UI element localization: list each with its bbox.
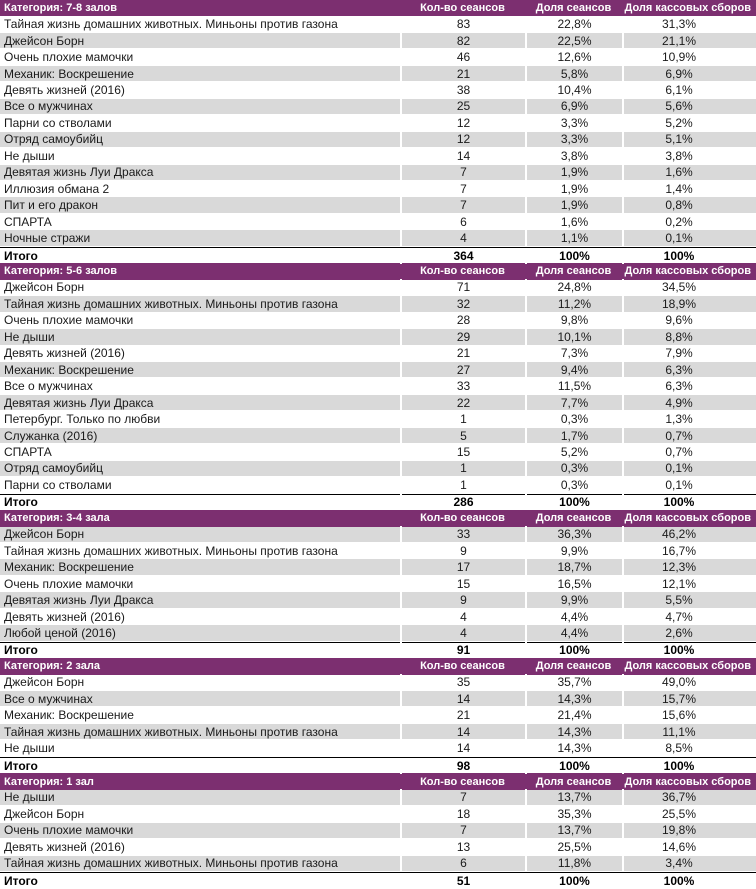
col-header-session-share: Доля сеансов — [535, 660, 612, 673]
movie-title-cell: Все о мужчинах — [4, 99, 93, 114]
session-share-cell: 14,3% — [525, 740, 622, 756]
table-row — [0, 181, 756, 197]
movie-title-cell: Девять жизней (2016) — [4, 83, 125, 97]
boxoffice-share-cell: 15,7% — [622, 691, 756, 707]
movie-title-cell: Девять жизней (2016) — [4, 839, 125, 854]
session-share-cell: 10,4% — [525, 82, 622, 98]
movie-title-cell: Парни со стволами — [4, 477, 112, 492]
sessions-count-cell: 14 — [400, 724, 525, 740]
col-header-sessions-count: Кол-во сеансов — [420, 660, 505, 673]
table-row — [0, 115, 756, 131]
boxoffice-share-cell: 14,6% — [622, 839, 756, 855]
total-boxoffice-share-cell: 100% — [622, 494, 756, 510]
table-row — [0, 33, 756, 49]
boxoffice-share-cell: 5,1% — [622, 131, 756, 147]
session-share-cell: 18,7% — [525, 559, 622, 575]
table-row — [0, 527, 756, 543]
boxoffice-share-cell: 36,7% — [622, 789, 756, 805]
session-share-cell: 13,7% — [525, 789, 622, 805]
session-share-cell: 35,7% — [525, 674, 622, 690]
session-share-cell: 11,2% — [525, 296, 622, 312]
col-header-session-share: Доля сеансов — [535, 512, 612, 525]
movie-title-cell: Девятая жизнь Луи Дракса — [4, 165, 154, 180]
movie-title-cell: Не дыши — [4, 741, 55, 756]
sessions-count-cell: 21 — [400, 707, 525, 723]
boxoffice-share-cell: 31,3% — [622, 16, 756, 32]
session-share-cell: 0,3% — [525, 477, 622, 493]
session-share-cell: 7,3% — [525, 345, 622, 361]
session-share-cell: 0,3% — [525, 460, 622, 476]
session-share-cell: 14,3% — [525, 691, 622, 707]
session-share-cell: 7,7% — [525, 395, 622, 411]
total-row — [0, 757, 756, 773]
boxoffice-share-cell: 5,2% — [622, 115, 756, 131]
section-category-label: Категория: 7-8 залов — [4, 2, 117, 15]
boxoffice-share-cell: 12,3% — [622, 559, 756, 575]
session-share-cell: 35,3% — [525, 806, 622, 822]
boxoffice-share-cell: 2,6% — [622, 625, 756, 641]
movie-title-cell: Любой ценой (2016) — [4, 625, 116, 640]
sessions-count-cell: 1 — [400, 411, 525, 427]
boxoffice-share-cell: 0,7% — [622, 428, 756, 444]
table-row — [0, 461, 756, 477]
session-share-cell: 4,4% — [525, 625, 622, 641]
total-label-cell: Итого — [4, 643, 38, 658]
session-share-cell: 5,8% — [525, 66, 622, 82]
col-header-sessions-count: Кол-во сеансов — [420, 2, 505, 15]
movie-title-cell: Тайная жизнь домашних животных. Миньоны против газона — [4, 724, 338, 739]
boxoffice-share-cell: 46,2% — [622, 526, 756, 542]
sessions-count-cell: 1 — [400, 460, 525, 476]
table-row — [0, 675, 756, 691]
table-row — [0, 576, 756, 592]
total-session-share-cell: 100% — [525, 642, 622, 658]
movie-title-cell: Все о мужчинах — [4, 379, 93, 394]
sessions-count-cell: 14 — [400, 691, 525, 707]
session-share-cell: 16,5% — [525, 576, 622, 592]
session-share-cell: 10,1% — [525, 329, 622, 345]
col-header-session-share: Доля сеансов — [535, 775, 612, 788]
table-row — [0, 823, 756, 839]
session-share-cell: 3,3% — [525, 131, 622, 147]
total-session-share-cell: 100% — [525, 758, 622, 774]
table-row — [0, 346, 756, 362]
session-share-cell: 9,8% — [525, 312, 622, 328]
table-row — [0, 543, 756, 559]
sessions-count-cell: 14 — [400, 740, 525, 756]
boxoffice-share-cell: 4,7% — [622, 609, 756, 625]
table-row — [0, 625, 756, 641]
movie-title-cell: Очень плохие мамочки — [4, 313, 134, 328]
sessions-count-cell: 7 — [400, 164, 525, 180]
movie-title-cell: Очень плохие мамочки — [4, 823, 134, 838]
total-row — [0, 872, 756, 888]
total-sessions-count-cell: 91 — [400, 642, 525, 658]
session-share-cell: 1,1% — [525, 230, 622, 246]
session-share-cell: 1,7% — [525, 428, 622, 444]
boxoffice-share-cell: 25,5% — [622, 806, 756, 822]
boxoffice-share-cell: 5,5% — [622, 592, 756, 608]
sessions-count-cell: 7 — [400, 822, 525, 838]
movie-title-cell: СПАРТА — [4, 444, 52, 459]
boxoffice-share-cell: 0,1% — [622, 477, 756, 493]
table-row — [0, 66, 756, 82]
total-row — [0, 494, 756, 510]
boxoffice-share-cell: 3,4% — [622, 855, 756, 871]
boxoffice-share-cell: 8,8% — [622, 329, 756, 345]
table-row — [0, 839, 756, 855]
table-row — [0, 296, 756, 312]
section-header-row — [0, 510, 756, 526]
table-row — [0, 411, 756, 427]
table-row — [0, 165, 756, 181]
movie-title-cell: Девятая жизнь Луи Дракса — [4, 395, 154, 410]
sessions-count-cell: 4 — [400, 609, 525, 625]
sessions-count-cell: 28 — [400, 312, 525, 328]
sessions-count-cell: 15 — [400, 444, 525, 460]
movie-title-cell: Петербург. Только по любви — [4, 412, 161, 427]
movie-title-cell: Парни со стволами — [4, 115, 112, 130]
table-row — [0, 559, 756, 575]
section-header-row — [0, 658, 756, 674]
total-session-share-cell: 100% — [525, 494, 622, 510]
sessions-count-cell: 21 — [400, 345, 525, 361]
boxoffice-share-cell: 12,1% — [622, 576, 756, 592]
section-category-label: Категория: 3-4 зала — [4, 512, 110, 525]
sessions-count-cell: 33 — [400, 378, 525, 394]
sessions-count-cell: 25 — [400, 98, 525, 114]
sessions-count-cell: 18 — [400, 806, 525, 822]
sessions-count-cell: 4 — [400, 625, 525, 641]
table-row — [0, 132, 756, 148]
movie-title-cell: Тайная жизнь домашних животных. Миньоны против газона — [4, 296, 338, 311]
sessions-count-cell: 7 — [400, 181, 525, 197]
sessions-count-cell: 35 — [400, 674, 525, 690]
total-label-cell: Итого — [4, 873, 38, 888]
movie-title-cell: Тайная жизнь домашних животных. Миньоны против газона — [4, 856, 338, 871]
boxoffice-share-cell: 1,6% — [622, 164, 756, 180]
boxoffice-share-cell: 21,1% — [622, 33, 756, 49]
movie-title-cell: Не дыши — [4, 790, 55, 805]
boxoffice-share-cell: 6,3% — [622, 378, 756, 394]
col-header-boxoffice-share: Доля кассовых сборов — [624, 512, 751, 525]
total-session-share-cell: 100% — [525, 873, 622, 889]
table-row — [0, 856, 756, 872]
boxoffice-share-cell: 1,4% — [622, 181, 756, 197]
boxoffice-share-cell: 7,9% — [622, 345, 756, 361]
movie-title-cell: Джейсон Борн — [4, 806, 85, 821]
total-row — [0, 247, 756, 263]
total-sessions-count-cell: 51 — [400, 873, 525, 889]
sessions-count-cell: 7 — [400, 789, 525, 805]
col-header-boxoffice-share: Доля кассовых сборов — [624, 265, 751, 278]
boxoffice-share-cell: 34,5% — [622, 279, 756, 295]
boxoffice-share-cell: 3,8% — [622, 148, 756, 164]
total-label-cell: Итого — [4, 248, 38, 263]
sessions-count-cell: 71 — [400, 279, 525, 295]
boxoffice-share-cell: 9,6% — [622, 312, 756, 328]
boxoffice-share-cell: 49,0% — [622, 674, 756, 690]
sessions-count-cell: 1 — [400, 477, 525, 493]
session-share-cell: 1,9% — [525, 181, 622, 197]
total-boxoffice-share-cell: 100% — [622, 873, 756, 889]
boxoffice-share-cell: 10,9% — [622, 49, 756, 65]
table-row — [0, 428, 756, 444]
table-row — [0, 806, 756, 822]
boxoffice-share-cell: 19,8% — [622, 822, 756, 838]
movie-title-cell: Джейсон Борн — [4, 33, 85, 48]
movie-title-cell: Девятая жизнь Луи Дракса — [4, 593, 154, 608]
movie-title-cell: Джейсон Борн — [4, 675, 85, 690]
movie-title-cell: Иллюзия обмана 2 — [4, 181, 110, 196]
boxoffice-share-cell: 6,9% — [622, 66, 756, 82]
movie-title-cell: Очень плохие мамочки — [4, 50, 134, 65]
session-share-cell: 3,3% — [525, 115, 622, 131]
session-share-cell: 11,5% — [525, 378, 622, 394]
sessions-count-cell: 33 — [400, 526, 525, 542]
boxoffice-share-cell: 6,3% — [622, 362, 756, 378]
table-row — [0, 707, 756, 723]
movie-title-cell: Ночные стражи — [4, 231, 91, 246]
sessions-count-cell: 32 — [400, 296, 525, 312]
session-share-cell: 0,3% — [525, 411, 622, 427]
table-row — [0, 395, 756, 411]
table-row — [0, 362, 756, 378]
movie-title-cell: Отряд самоубийц — [4, 461, 103, 476]
table-row — [0, 197, 756, 213]
total-sessions-count-cell: 98 — [400, 758, 525, 774]
table-row — [0, 230, 756, 246]
session-share-cell: 25,5% — [525, 839, 622, 855]
section-header-row — [0, 263, 756, 279]
table-row — [0, 378, 756, 394]
section-category-label: Категория: 2 зала — [4, 660, 100, 673]
movie-title-cell: Девять жизней (2016) — [4, 346, 125, 361]
session-share-cell: 14,3% — [525, 724, 622, 740]
movie-title-cell: Механик: Воскрешение — [4, 66, 134, 81]
col-header-boxoffice-share: Доля кассовых сборов — [624, 775, 751, 788]
session-share-cell: 22,8% — [525, 16, 622, 32]
table-row — [0, 790, 756, 806]
table-row — [0, 148, 756, 164]
boxoffice-share-cell: 6,1% — [622, 82, 756, 98]
sessions-count-cell: 83 — [400, 16, 525, 32]
table-row — [0, 477, 756, 493]
sessions-count-cell: 13 — [400, 839, 525, 855]
boxoffice-share-cell: 1,3% — [622, 411, 756, 427]
col-header-session-share: Доля сеансов — [535, 2, 612, 15]
sessions-count-cell: 9 — [400, 592, 525, 608]
table-row — [0, 280, 756, 296]
table-row — [0, 609, 756, 625]
col-header-sessions-count: Кол-во сеансов — [420, 512, 505, 525]
boxoffice-share-cell: 16,7% — [622, 543, 756, 559]
total-label-cell: Итого — [4, 758, 38, 773]
section-category-label: Категория: 1 зал — [4, 775, 94, 788]
col-header-session-share: Доля сеансов — [535, 265, 612, 278]
total-boxoffice-share-cell: 100% — [622, 642, 756, 658]
session-share-cell: 13,7% — [525, 822, 622, 838]
table-row — [0, 740, 756, 756]
session-share-cell: 6,9% — [525, 98, 622, 114]
session-share-cell: 21,4% — [525, 707, 622, 723]
sessions-count-cell: 6 — [400, 214, 525, 230]
sessions-count-cell: 46 — [400, 49, 525, 65]
movie-title-cell: Джейсон Борн — [4, 280, 85, 295]
sessions-count-cell: 82 — [400, 33, 525, 49]
table-row — [0, 724, 756, 740]
table-row — [0, 82, 756, 98]
table-row — [0, 329, 756, 345]
table-row — [0, 99, 756, 115]
total-sessions-count-cell: 364 — [400, 248, 525, 264]
session-share-cell: 3,8% — [525, 148, 622, 164]
total-row — [0, 642, 756, 658]
table-row — [0, 592, 756, 608]
sessions-count-cell: 6 — [400, 855, 525, 871]
movie-title-cell: СПАРТА — [4, 214, 52, 229]
boxoffice-share-cell: 0,8% — [622, 197, 756, 213]
total-boxoffice-share-cell: 100% — [622, 758, 756, 774]
movie-title-cell: Механик: Воскрешение — [4, 708, 134, 723]
sessions-count-cell: 15 — [400, 576, 525, 592]
movie-title-cell: Тайная жизнь домашних животных. Миньоны против газона — [4, 543, 338, 558]
sessions-count-cell: 21 — [400, 66, 525, 82]
col-header-boxoffice-share: Доля кассовых сборов — [624, 660, 751, 673]
session-share-cell: 24,8% — [525, 279, 622, 295]
session-share-cell: 11,8% — [525, 855, 622, 871]
total-sessions-count-cell: 286 — [400, 494, 525, 510]
table-row — [0, 444, 756, 460]
total-boxoffice-share-cell: 100% — [622, 248, 756, 264]
sessions-count-cell: 4 — [400, 230, 525, 246]
sessions-count-cell: 5 — [400, 428, 525, 444]
session-share-cell: 22,5% — [525, 33, 622, 49]
movie-title-cell: Механик: Воскрешение — [4, 362, 134, 377]
sessions-count-cell: 27 — [400, 362, 525, 378]
session-share-cell: 4,4% — [525, 609, 622, 625]
movie-title-cell: Не дыши — [4, 329, 55, 344]
session-share-cell: 9,9% — [525, 543, 622, 559]
movie-title-cell: Тайная жизнь домашних животных. Миньоны против газона — [4, 17, 338, 32]
session-share-cell: 12,6% — [525, 49, 622, 65]
section-header-row — [0, 773, 756, 789]
movie-title-cell: Служанка (2016) — [4, 428, 98, 443]
sessions-count-cell: 22 — [400, 395, 525, 411]
boxoffice-share-cell: 0,1% — [622, 460, 756, 476]
movie-title-cell: Не дыши — [4, 148, 55, 163]
section-category-label: Категория: 5-6 залов — [4, 265, 117, 278]
section-header-row — [0, 0, 756, 16]
boxoffice-share-cell: 11,1% — [622, 724, 756, 740]
sessions-count-cell: 12 — [400, 115, 525, 131]
movie-title-cell: Девять жизней (2016) — [4, 609, 125, 624]
sessions-count-cell: 7 — [400, 197, 525, 213]
table-row — [0, 691, 756, 707]
sessions-count-cell: 29 — [400, 329, 525, 345]
session-share-cell: 1,9% — [525, 197, 622, 213]
sessions-count-cell: 17 — [400, 559, 525, 575]
session-share-cell: 1,9% — [525, 164, 622, 180]
table-row — [0, 49, 756, 65]
table-row — [0, 16, 756, 32]
session-share-cell: 5,2% — [525, 444, 622, 460]
session-share-cell: 36,3% — [525, 526, 622, 542]
boxoffice-share-cell: 0,2% — [622, 214, 756, 230]
boxoffice-share-cell: 8,5% — [622, 740, 756, 756]
movie-title-cell: Джейсон Борн — [4, 527, 85, 542]
session-share-cell: 9,4% — [525, 362, 622, 378]
sessions-count-cell: 38 — [400, 82, 525, 98]
movie-title-cell: Отряд самоубийц — [4, 132, 103, 147]
col-header-sessions-count: Кол-во сеансов — [420, 265, 505, 278]
movie-title-cell: Пит и его дракон — [4, 198, 99, 213]
sessions-count-cell: 12 — [400, 131, 525, 147]
col-header-sessions-count: Кол-во сеансов — [420, 775, 505, 788]
sessions-count-cell: 9 — [400, 543, 525, 559]
boxoffice-share-cell: 15,6% — [622, 707, 756, 723]
sessions-count-cell: 14 — [400, 148, 525, 164]
col-header-boxoffice-share: Доля кассовых сборов — [624, 2, 751, 15]
movie-title-cell: Очень плохие мамочки — [4, 576, 134, 591]
boxoffice-share-cell: 4,9% — [622, 395, 756, 411]
total-session-share-cell: 100% — [525, 248, 622, 264]
session-share-cell: 1,6% — [525, 214, 622, 230]
boxoffice-share-cell: 5,6% — [622, 98, 756, 114]
boxoffice-share-cell: 18,9% — [622, 296, 756, 312]
table-row — [0, 313, 756, 329]
movie-title-cell: Все о мужчинах — [4, 691, 93, 706]
table-row — [0, 214, 756, 230]
boxoffice-share-cell: 0,7% — [622, 444, 756, 460]
session-share-cell: 9,9% — [525, 592, 622, 608]
total-label-cell: Итого — [4, 495, 38, 510]
movie-title-cell: Механик: Воскрешение — [4, 560, 134, 575]
boxoffice-share-cell: 0,1% — [622, 230, 756, 246]
